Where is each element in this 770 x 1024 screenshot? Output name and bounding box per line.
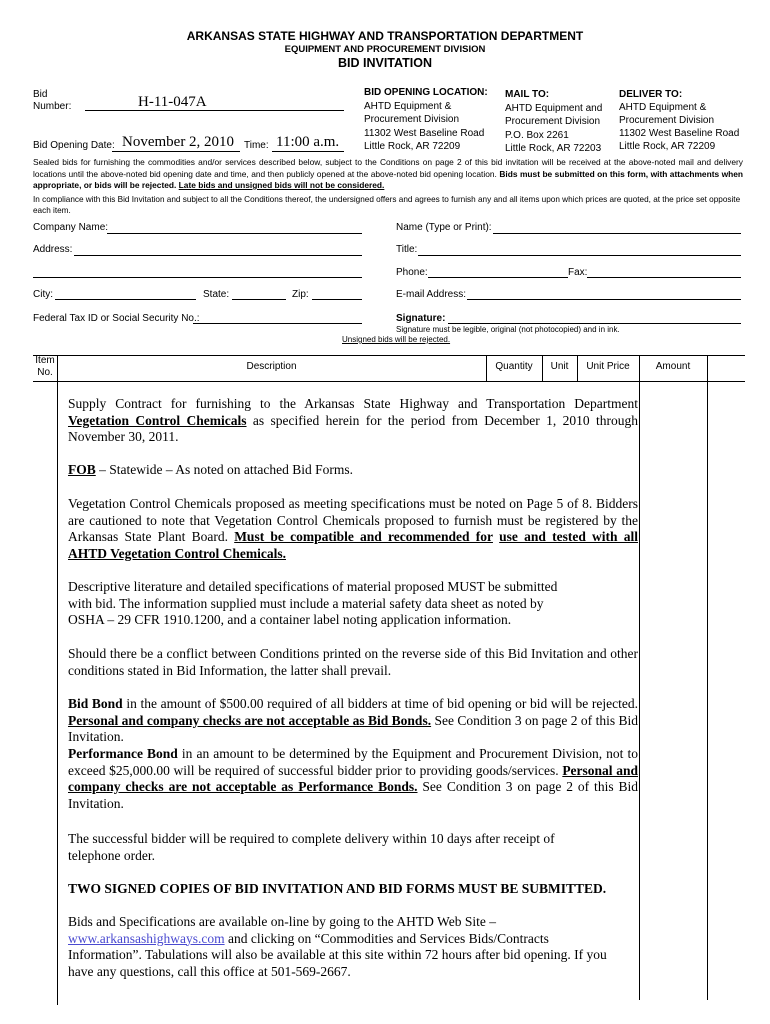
address-label: Address: xyxy=(33,244,73,255)
col-quantity: Quantity xyxy=(495,361,533,372)
time-value: 11:00 a.m. xyxy=(276,134,340,150)
name-print-label: Name (Type or Print): xyxy=(396,222,492,233)
city-label: City: xyxy=(33,289,53,300)
federal-tax-label: Federal Tax ID or Social Security No.: xyxy=(33,313,200,324)
bid-number-label-1: Bid xyxy=(33,89,48,100)
bid-bond-text: in the amount of $500.00 required of all bidders at time of bid opening or bid will be rejected. xyxy=(126,696,639,711)
col-item-no-1: Item xyxy=(35,355,55,366)
title-label: Title: xyxy=(396,244,418,255)
mail-to-heading: MAIL TO: xyxy=(505,89,550,100)
email-field[interactable] xyxy=(467,299,741,300)
website-line xyxy=(68,931,638,948)
contract-period: as specified herein for the period from December 1, 2010 through November 30, 2011. xyxy=(68,412,638,444)
address-field[interactable] xyxy=(74,255,362,256)
delivery-line: The successful bidder will be required to complete delivery within 10 days after receipt of xyxy=(68,831,555,846)
specs-paragraph xyxy=(68,496,638,562)
sealed-bids-notice xyxy=(33,157,743,192)
col-unit: Unit xyxy=(550,361,569,372)
deliver-to-location xyxy=(619,88,739,153)
mail-to-line: Procurement Division xyxy=(505,116,601,127)
phone-field[interactable] xyxy=(428,277,568,278)
company-name-field[interactable] xyxy=(107,233,362,234)
notice-text: Sealed bids for furnishing the commodities and/or services described below, subject to the Conditions on page 2 of this bid invitation will be received at the above-noted mail and delivery locations until the above-noted bid opening date and time, and then publicly opened at the above-noted bid opening location. xyxy=(33,157,743,179)
table-divider-amount xyxy=(707,355,708,1000)
state-label: State: xyxy=(203,289,230,300)
company-name-label: Company Name: xyxy=(33,222,109,233)
literature-paragraph xyxy=(68,579,638,629)
federal-tax-field[interactable] xyxy=(193,323,362,324)
name-print-field[interactable] xyxy=(493,233,741,234)
bid-number-value: H-11-047A xyxy=(138,94,207,110)
contract-commodity: Vegetation Control Chemicals xyxy=(68,412,247,428)
bid-opening-heading: BID OPENING LOCATION: xyxy=(364,87,488,98)
bid-opening-line: 11302 West Baseline Road xyxy=(364,127,485,139)
deliver-to-line: Little Rock, AR 72209 xyxy=(619,141,716,152)
fob-text: – Statewide – As noted on attached Bid Forms. xyxy=(99,462,353,477)
bid-opening-line: Little Rock, AR 72209 xyxy=(364,141,461,152)
mail-to-line: Little Rock, AR 72203 xyxy=(505,143,602,154)
mail-to-line: AHTD Equipment and xyxy=(505,102,603,114)
website-line: Information”. Tabulations will also be available at this site within 72 hours after bid opening. If you xyxy=(68,947,607,962)
bid-bond-checks: Personal and company checks are not acceptable as Bid Bonds. xyxy=(68,712,432,728)
delivery-line: telephone order. xyxy=(68,847,155,863)
division-name: EQUIPMENT AND PROCUREMENT DIVISION xyxy=(284,44,486,55)
deliver-to-line: Procurement Division xyxy=(619,115,715,126)
deliver-to-line: AHTD Equipment & xyxy=(619,102,707,113)
performance-bond-paragraph xyxy=(68,746,638,812)
signature-note: Signature must be legible, original (not photocopied) and in ink. xyxy=(396,325,620,334)
literature-line: OSHA – 29 CFR 1910.1200, and a container label noting application information. xyxy=(68,612,512,627)
website-line: have any questions, call this office at 501-569-2667. xyxy=(68,963,351,979)
zip-field[interactable] xyxy=(312,299,362,300)
col-amount: Amount xyxy=(655,361,691,372)
address-line-2-field[interactable] xyxy=(33,277,362,278)
fob-paragraph xyxy=(68,462,638,479)
performance-bond-checks: Personal and company checks are not acceptable as Performance Bonds. xyxy=(68,762,638,794)
website-paragraph xyxy=(68,914,638,980)
state-field[interactable] xyxy=(232,299,286,300)
bid-bond-paragraph xyxy=(68,696,638,746)
mail-to-line: P.O. Box 2261 xyxy=(505,129,569,141)
title-field[interactable] xyxy=(418,255,741,256)
email-label: E-mail Address: xyxy=(396,289,467,300)
opening-date-value: November 2, 2010 xyxy=(122,134,235,150)
performance-bond-condition: See Condition 3 on page 2 of this Bid Invitation. xyxy=(68,779,638,811)
literature-line: Descriptive literature and detailed specifications of material proposed MUST be submitted xyxy=(68,579,558,594)
city-field[interactable] xyxy=(55,299,196,300)
specs-tested: use and tested with all AHTD Vegetation Control Chemicals. xyxy=(68,529,639,561)
bid-bond-condition: See Condition 3 on page 2 of this Bid Invitation. xyxy=(68,712,639,744)
contract-description xyxy=(68,396,638,446)
signature-field[interactable] xyxy=(448,323,741,324)
unsigned-note: Unsigned bids will be rejected. xyxy=(342,335,451,344)
fax-field[interactable] xyxy=(587,277,741,278)
bid-bond-label: Bid Bond xyxy=(68,696,123,711)
col-item-no xyxy=(33,355,57,379)
signature-label: Signature: xyxy=(396,313,446,324)
phone-label: Phone: xyxy=(396,267,428,278)
table-divider-price xyxy=(639,355,640,1000)
fax-label: Fax: xyxy=(568,267,588,278)
opening-date-label: Bid Opening Date: xyxy=(33,140,115,151)
fob-label: FOB xyxy=(68,462,96,477)
agency-name: ARKANSAS STATE HIGHWAY AND TRANSPORTATION DEPARTMENT xyxy=(186,29,584,43)
bid-number-underline xyxy=(85,110,344,111)
delivery-paragraph xyxy=(68,831,638,864)
deliver-to-heading: DELIVER TO: xyxy=(619,89,683,100)
col-unit-price: Unit Price xyxy=(586,361,630,372)
time-underline xyxy=(272,151,344,152)
opening-date-underline xyxy=(112,151,240,152)
col-description: Description xyxy=(246,361,297,372)
two-copies-notice: TWO SIGNED COPIES OF BID INVITATION AND BID FORMS MUST BE SUBMITTED. xyxy=(68,881,607,896)
specs-text: Vegetation Control Chemicals proposed as meeting specifications must be noted on Page 5 of 8. Bidders are cautioned to note that Vegetation Control Chemicals proposed to furnish must be registered by the Arkansas State Plant Board. xyxy=(68,496,638,544)
conflict-paragraph: Should there be a conflict between Conditions printed on the reverse side of this Bid Invitation and other conditions stated in Bid Information, the latter shall prevail. xyxy=(68,646,638,678)
bid-opening-location xyxy=(364,86,488,154)
performance-bond-text: in an amount to be determined by the Equipment and Procurement Division, not to exceed $25,000.00 will be required of successful bidder prior to providing goods/services. xyxy=(68,746,638,778)
compliance-notice: In compliance with this Bid Invitation and subject to all the Conditions thereof, the undersigned offers and agrees to furnish any and all items upon which prices are quoted, at the price set opposite each item. xyxy=(33,195,741,215)
website-line-rest: and clicking on “Commodities and Services Bids/Contracts xyxy=(227,930,549,946)
zip-label: Zip: xyxy=(292,289,309,300)
bid-number-label-2: Number: xyxy=(33,101,72,112)
mail-to-location xyxy=(505,88,602,156)
col-item-no-2: No. xyxy=(37,367,53,378)
notice-bold-underlined: Late bids and unsigned bids will not be considered. xyxy=(178,180,385,190)
notice-bold: Bids must be submitted on this form, with attachments when appropriate, or bids will be rejected. xyxy=(33,168,744,190)
literature-line: with bid. The information supplied must include a material safety data sheet as noted by xyxy=(68,595,544,611)
bid-opening-line: AHTD Equipment & xyxy=(364,100,452,112)
contract-text: Supply Contract for furnishing to the Arkansas State Highway and Transportation Department xyxy=(68,396,638,411)
website-link[interactable]: www.arkansashighways.com xyxy=(68,930,225,946)
time-label: Time: xyxy=(244,140,269,151)
bid-opening-line: Procurement Division xyxy=(364,114,460,125)
specs-compat: Must be compatible and recommended for xyxy=(234,529,493,544)
website-line: Bids and Specifications are available on-line by going to the AHTD Web Site – xyxy=(68,914,496,929)
performance-bond-label: Performance Bond xyxy=(68,746,178,761)
table-divider-item xyxy=(57,355,58,1005)
page-title: BID INVITATION xyxy=(338,56,432,70)
deliver-to-line: 11302 West Baseline Road xyxy=(619,128,740,139)
